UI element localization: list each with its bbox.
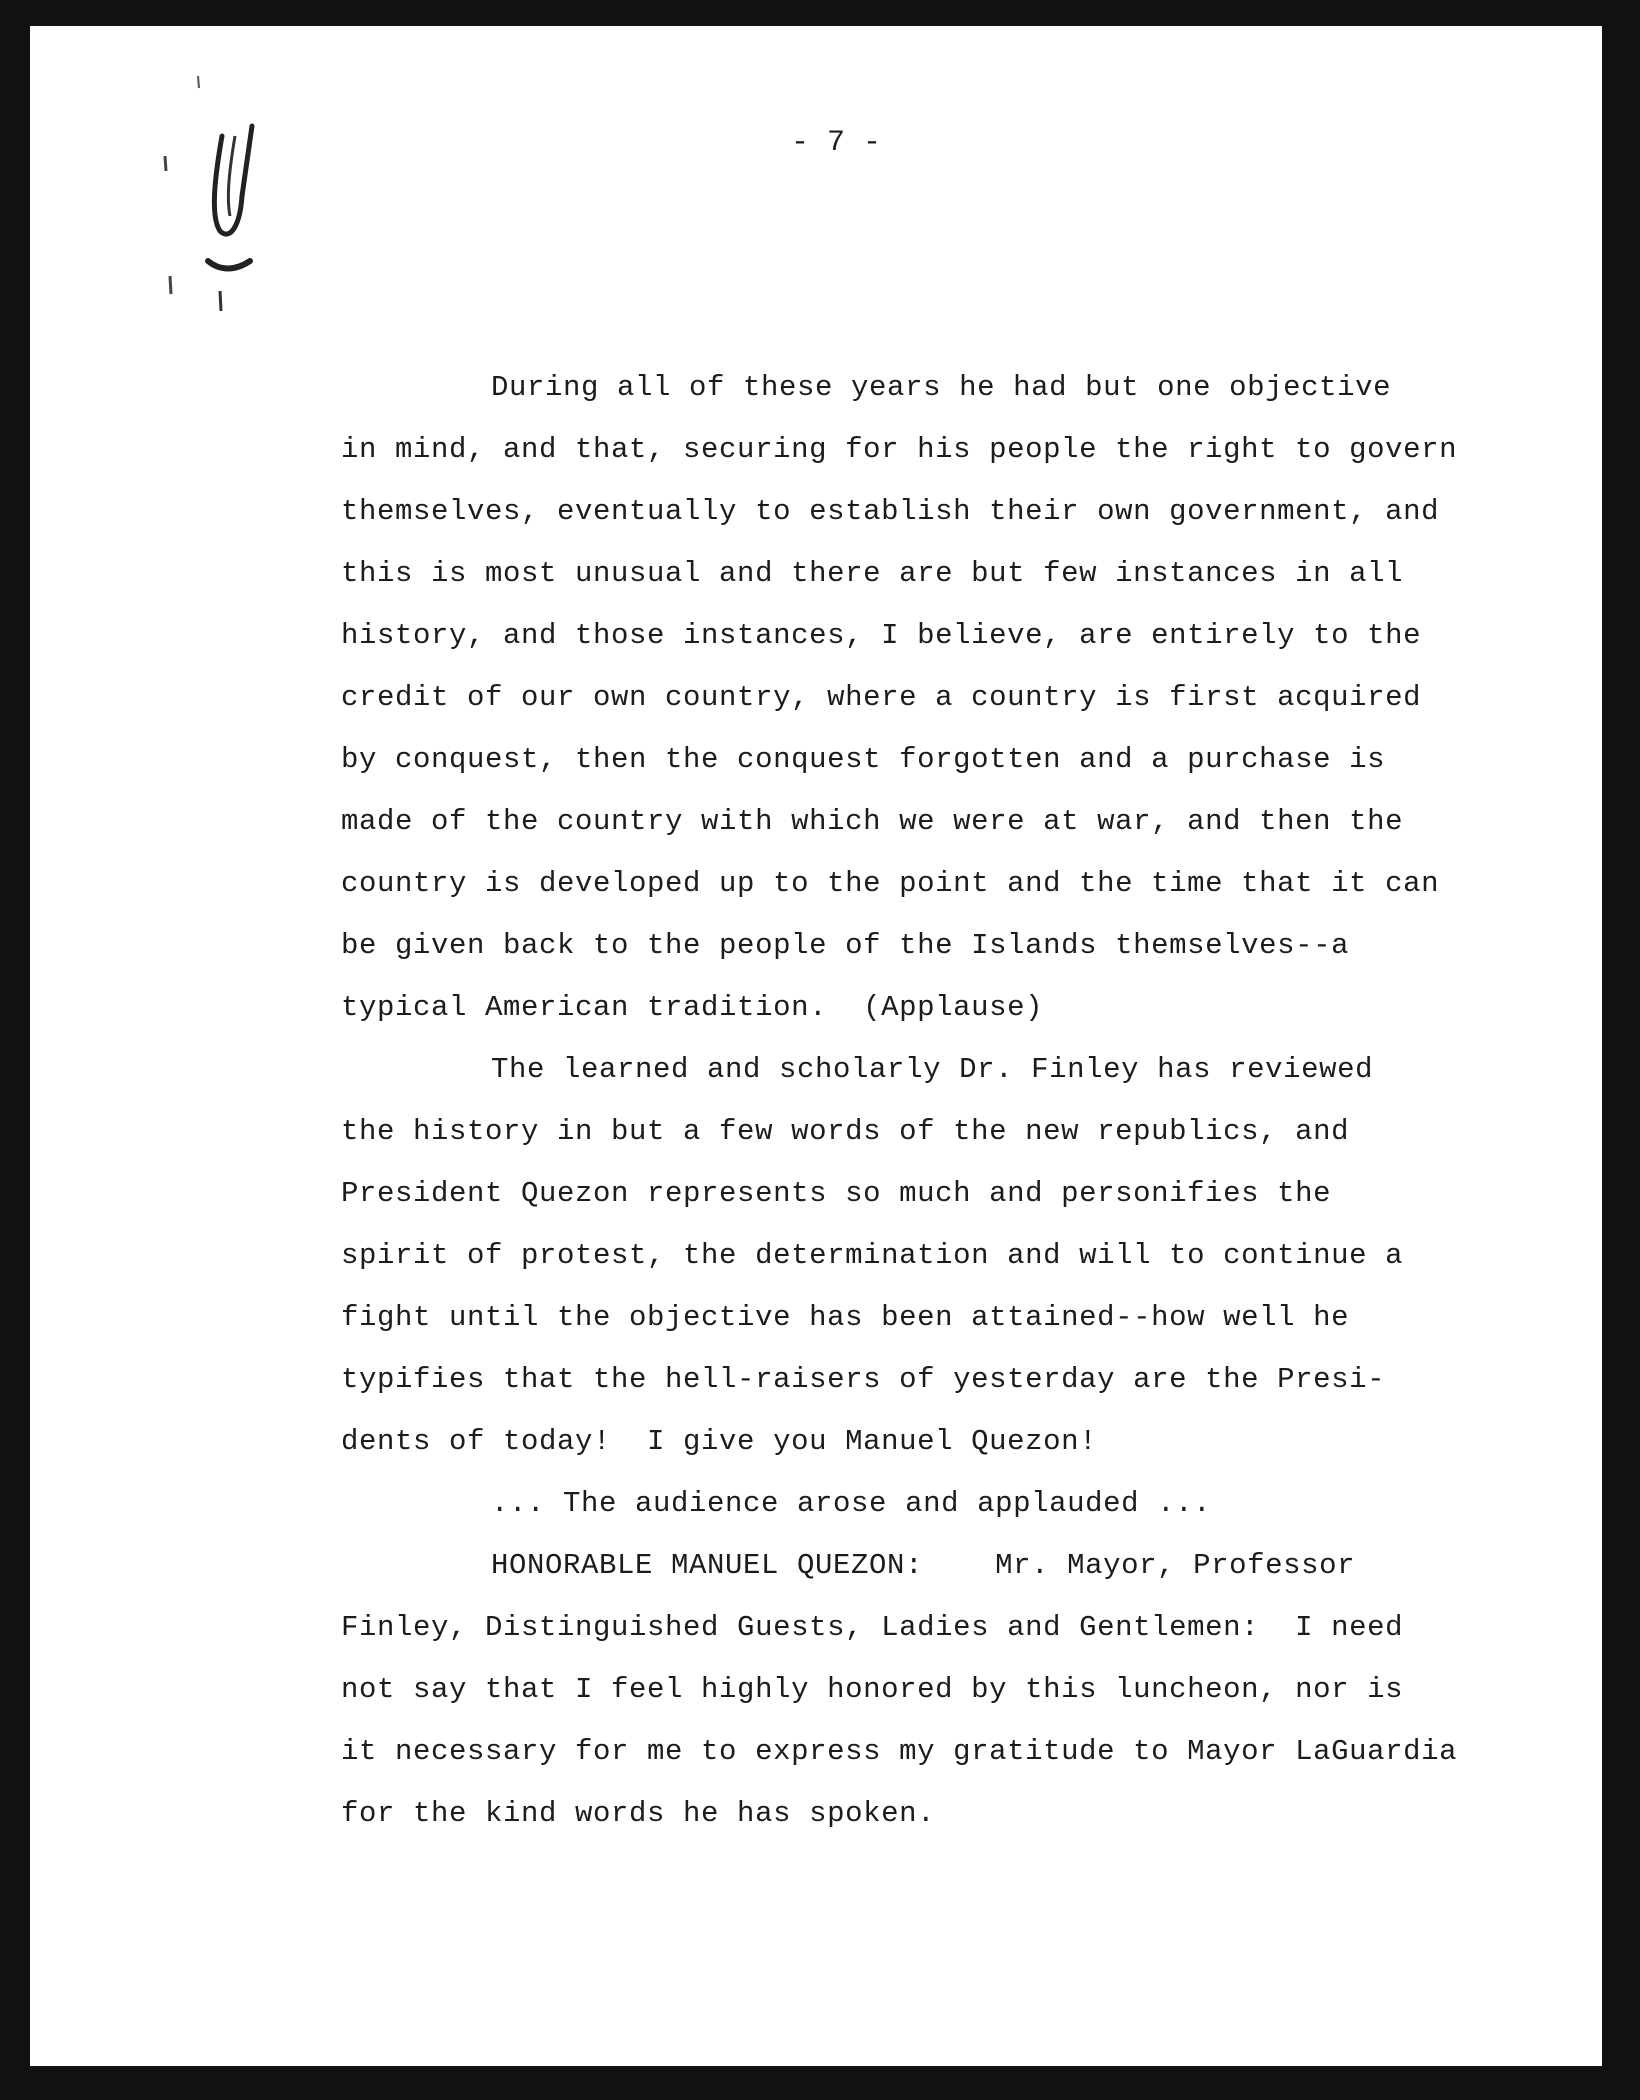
text-line: this is most unusual and there are but few instances in all [341,557,1404,590]
paperclip-mark-icon [160,66,310,336]
text-line: credit of our own country, where a country is first acquired [341,681,1422,714]
text-line: made of the country with which we were at war, and then the [341,805,1404,838]
page-number: - 7 - [790,126,881,160]
text-line: history, and those instances, I believe, are entirely to the [341,619,1422,652]
text-line: in mind, and that, securing for his people the right to govern [341,433,1458,466]
text-line: country is developed up to the point and the time that it can [341,867,1440,900]
text-line: by conquest, then the conquest forgotten and a purchase is [341,743,1386,776]
text-line: During all of these years he had but one objective [491,371,1392,404]
document-page [30,26,1602,2066]
text-line: fight until the objective has been attained--how well he [341,1301,1350,1334]
text-line: be given back to the people of the Islands themselves--a [341,929,1350,962]
text-line: spirit of protest, the determination and will to continue a [341,1239,1404,1272]
text-line: not say that I feel highly honored by this luncheon, nor is [341,1673,1404,1706]
text-line: HONORABLE MANUEL QUEZON: Mr. Mayor, Professor [491,1549,1356,1582]
text-line: dents of today! I give you Manuel Quezon! [341,1425,1098,1458]
text-line: typifies that the hell-raisers of yesterday are the Presi- [341,1363,1386,1396]
text-line: President Quezon represents so much and personifies the [341,1177,1332,1210]
text-line: the history in but a few words of the new republics, and [341,1115,1350,1148]
text-line: it necessary for me to express my gratitude to Mayor LaGuardia [341,1735,1458,1768]
text-line: typical American tradition. (Applause) [341,991,1044,1024]
body-text [341,357,1541,1845]
text-line: for the kind words he has spoken. [341,1797,936,1830]
text-line: The learned and scholarly Dr. Finley has reviewed [491,1053,1374,1086]
text-line: themselves, eventually to establish their own government, and [341,495,1440,528]
text-line: ... The audience arose and applauded ... [491,1487,1212,1520]
text-line: Finley, Distinguished Guests, Ladies and Gentlemen: I need [341,1611,1404,1644]
